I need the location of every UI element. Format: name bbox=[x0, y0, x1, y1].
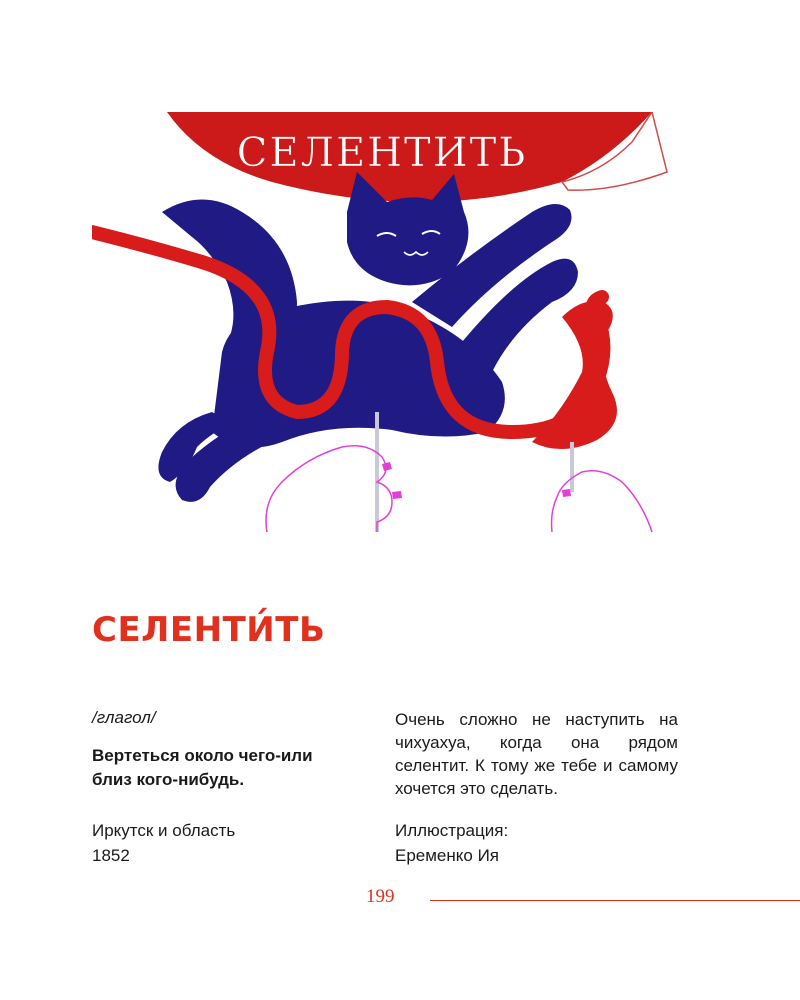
credit-label: Иллюстрация: bbox=[395, 821, 509, 840]
year: 1852 bbox=[92, 846, 130, 865]
source-info bbox=[92, 818, 235, 868]
credit-name: Еременко Ия bbox=[395, 846, 500, 865]
banner-text: СЕЛЕНТИТЬ bbox=[236, 130, 528, 176]
page-rule bbox=[430, 900, 800, 901]
hand-left bbox=[266, 446, 392, 532]
hand-right bbox=[552, 471, 652, 532]
definition: Вертеться около чего-или близ кого-нибудь. bbox=[92, 746, 313, 789]
fingernails bbox=[382, 462, 571, 499]
part-of-speech: /глагол/ bbox=[92, 708, 156, 727]
page-number: 199 bbox=[366, 886, 395, 907]
cat-illustration bbox=[92, 112, 692, 532]
illustration-credit bbox=[395, 818, 508, 868]
usage-example: Очень сложно не наступить на чихуахуа, когда она рядом селентит. К тому же тебе и самому хочется это сделать. bbox=[395, 710, 678, 798]
headword: СЕЛЕНТИ́ТЬ bbox=[92, 610, 326, 650]
region: Иркутск и область bbox=[92, 821, 236, 840]
